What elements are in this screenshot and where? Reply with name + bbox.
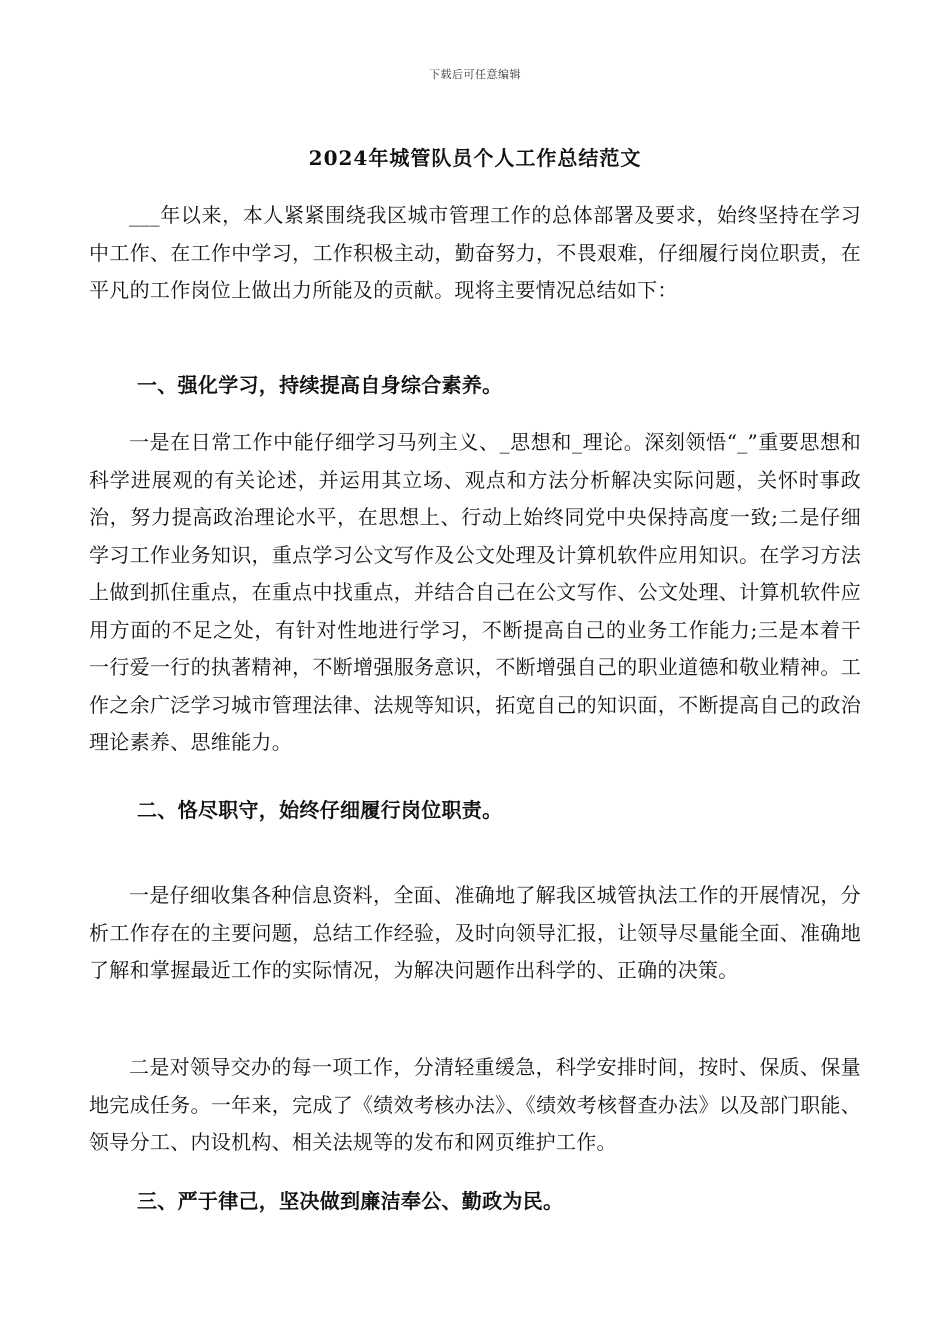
- document-title: 2024年城管队员个人工作总结范文: [308, 146, 642, 170]
- intro-paragraph: ___年以来，本人紧紧围绕我区城市管理工作的总体部署及要求，始终坚持在学习中工作、在工作中学习，工作积极主动，勤奋努力，不畏艰难，仔细履行岗位职责，在平凡的工作岗位上做出力所能及的贡献。现将主要情况总结如下：: [89, 203, 861, 302]
- section-2-paragraph-1: 一是仔细收集各种信息资料，全面、准确地了解我区城管执法工作的开展情况，分析工作存在的主要问题，总结工作经验，及时向领导汇报，让领导尽量能全面、准确地了解和掌握最近工作的实际情况，为解决问题作出科学的、正确的决策。: [89, 883, 861, 982]
- header-note: 下载后可任意编辑: [429, 68, 521, 81]
- section-1-paragraph-1: 一是在日常工作中能仔细学习马列主义、_思想和_理论。深刻领悟“_”重要思想和科学进展观的有关论述，并运用其立场、观点和方法分析解决实际问题，关怀时事政治，努力提高政治理论水平，在思想上、行动上始终同党中央保持高度一致;二是仔细学习工作业务知识，重点学习公文写作及公文处理及计算机软件应用知识。在学习方法上做到抓住重点，在重点中找重点，并结合自己在公文写作、公文处理、计算机软件应用方面的不足之处，有针对性地进行学习，不断提高自己的业务工作能力;三是本着干一行爱一行的执著精神，不断增强服务意识，不断增强自己的职业道德和敬业精神。工作之余广泛学习城市管理法律、法规等知识，拓宽自己的知识面，不断提高自己的政治理论素养、思维能力。: [89, 430, 861, 754]
- section-2-paragraph-2: 二是对领导交办的每一项工作，分清轻重缓急，科学安排时间，按时、保质、保量地完成任务。一年来，完成了《绩效考核办法》、《绩效考核督查办法》以及部门职能、领导分工、内设机构、相关法规等的发布和网页维护工作。: [89, 1055, 861, 1154]
- section-heading-2: 二、恪尽职守，始终仔细履行岗位职责。: [137, 798, 503, 822]
- section-heading-3: 三、严于律己，坚决做到廉洁奉公、勤政为民。: [137, 1189, 564, 1213]
- section-heading-1: 一、强化学习，持续提高自身综合素养。: [137, 373, 503, 397]
